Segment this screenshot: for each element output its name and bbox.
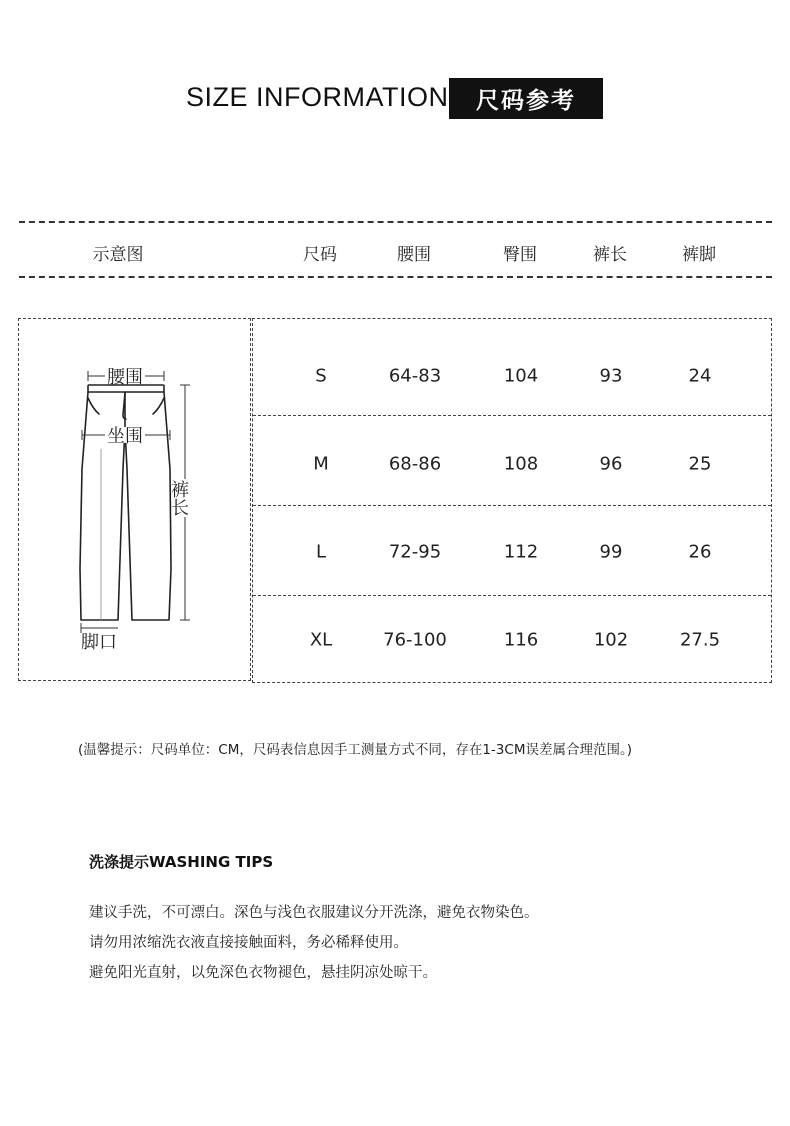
- cell-hem: 26: [688, 541, 712, 563]
- column-header-waist: 腰围: [397, 245, 431, 265]
- cell-size: XL: [309, 629, 333, 651]
- header-bottom-divider: [19, 276, 772, 278]
- column-header-length: 裤长: [593, 245, 627, 265]
- size-reference-badge: 尺码参考: [449, 78, 603, 119]
- measurement-note: (温馨提示：尺码单位：CM，尺码表信息因手工测量方式不同，存在1-3CM误差属合理范围。): [78, 742, 632, 758]
- hem-label: 脚口: [81, 632, 117, 653]
- cell-waist: 72-95: [388, 541, 442, 563]
- cell-hem: 24: [688, 365, 712, 387]
- washing-tips-title: 洗涤提示WASHING TIPS: [89, 853, 274, 871]
- cell-hem: 27.5: [679, 629, 721, 651]
- cell-size: M: [313, 453, 329, 475]
- cell-size: S: [315, 365, 327, 387]
- size-table: [252, 318, 772, 683]
- cell-size: L: [315, 541, 327, 563]
- row-divider: [253, 415, 771, 416]
- size-information-title: SIZE INFORMATION: [186, 82, 449, 112]
- washing-tip-line: 请勿用浓缩洗衣液直接接触面料，务必稀释使用。: [89, 935, 408, 951]
- cell-hip: 108: [503, 453, 539, 475]
- cell-hip: 112: [503, 541, 539, 563]
- cell-waist: 76-100: [383, 629, 447, 651]
- length-label-bottom: 长: [171, 498, 189, 519]
- cell-waist: 64-83: [388, 365, 442, 387]
- cell-hip: 116: [503, 629, 539, 651]
- column-header-diagram: 示意图: [92, 245, 144, 265]
- row-divider: [253, 595, 771, 596]
- cell-waist: 68-86: [388, 453, 442, 475]
- waist-label: 腰围: [107, 367, 143, 388]
- header-top-divider: [19, 221, 772, 223]
- length-label-top: 裤: [171, 480, 189, 501]
- hip-label: 坐围: [107, 426, 143, 447]
- cell-hem: 25: [688, 453, 712, 475]
- washing-tip-line: 避免阳光直射，以免深色衣物褪色，悬挂阴凉处晾干。: [89, 965, 437, 981]
- cell-length: 93: [599, 365, 623, 387]
- pants-diagram-panel: [18, 318, 251, 681]
- row-divider: [253, 505, 771, 506]
- column-header-hem: 裤脚: [682, 245, 716, 265]
- cell-hip: 104: [503, 365, 539, 387]
- column-header-size: 尺码: [303, 245, 337, 265]
- washing-tip-line: 建议手洗，不可漂白。深色与浅色衣服建议分开洗涤，避免衣物染色。: [89, 905, 539, 921]
- cell-length: 99: [599, 541, 623, 563]
- cell-length: 96: [599, 453, 623, 475]
- cell-length: 102: [593, 629, 629, 651]
- column-header-hip: 臀围: [503, 245, 537, 265]
